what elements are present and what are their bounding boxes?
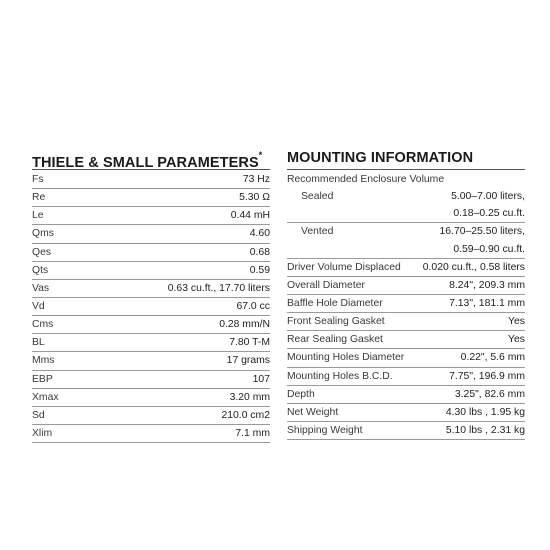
param-row-vd	[32, 298, 270, 316]
mounting-title: MOUNTING INFORMATION	[287, 150, 474, 166]
param-label: Mounting Holes B.C.D.	[287, 370, 393, 382]
param-value: 7.75", 196.9 mm	[449, 370, 525, 382]
param-row-shipping-weight	[287, 422, 525, 440]
param-row-depth	[287, 386, 525, 404]
param-value: 7.1 mm	[235, 428, 270, 440]
param-value: 4.60	[249, 228, 270, 240]
param-label: Driver Volume Displaced	[287, 261, 401, 273]
param-value: 0.44 mH	[230, 210, 270, 222]
param-label: Net Weight	[287, 406, 339, 418]
param-value: 7.13", 181.1 mm	[449, 298, 525, 310]
title-footnote-mark: *	[258, 150, 263, 160]
param-label: Qms	[32, 228, 54, 240]
param-label: Qes	[32, 246, 52, 258]
param-value: 210.0 cm2	[221, 409, 270, 421]
param-value: 8.24", 209.3 mm	[449, 279, 525, 291]
vented-cuft: 0.59–0.90 cu.ft.	[453, 243, 525, 255]
vented-row	[287, 223, 525, 240]
mounting-section	[287, 147, 525, 440]
param-value: 0.59	[249, 264, 270, 276]
mounting-rows	[287, 259, 525, 440]
param-label: Baffle Hole Diameter	[287, 298, 383, 310]
mounting-table	[287, 171, 525, 440]
param-label: Xmax	[32, 391, 59, 403]
param-row-bl	[32, 334, 270, 352]
param-row-vas	[32, 280, 270, 298]
param-label: Cms	[32, 319, 54, 331]
param-label: Re	[32, 192, 46, 204]
param-value: Yes	[508, 334, 525, 346]
param-row-xlim	[32, 425, 270, 443]
param-row-le	[32, 207, 270, 225]
param-row-cms	[32, 316, 270, 334]
param-value: 17 grams	[226, 355, 270, 367]
param-row-driver-volume-displaced	[287, 259, 525, 277]
param-value: 0.020 cu.ft., 0.58 liters	[422, 261, 525, 273]
param-row-xmax	[32, 389, 270, 407]
param-label: Sd	[32, 409, 45, 421]
param-label: BL	[32, 337, 45, 349]
param-value: 0.28 mm/N	[219, 319, 270, 331]
param-row-qts	[32, 262, 270, 280]
param-label: Front Sealing Gasket	[287, 316, 385, 328]
param-value: 107	[252, 373, 270, 385]
param-value: 0.63 cu.ft., 17.70 liters	[167, 282, 270, 294]
param-row-mounting-holes-diameter	[287, 349, 525, 367]
param-row-rear-sealing-gasket	[287, 331, 525, 349]
param-row-mounting-holes-b-c-d	[287, 368, 525, 386]
param-value: 67.0 cc	[236, 301, 270, 313]
param-row-mms	[32, 352, 270, 370]
param-row-ebp	[32, 371, 270, 389]
param-label: Rear Sealing Gasket	[287, 334, 383, 346]
vented-cuft-row	[287, 241, 525, 259]
param-label: Shipping Weight	[287, 425, 363, 437]
param-label: Vas	[32, 282, 50, 294]
sealed-liters: 5.00–7.00 liters,	[451, 191, 525, 203]
param-row-qes	[32, 244, 270, 262]
mounting-heading	[287, 147, 525, 170]
vented-liters: 16.70–25.50 liters,	[439, 226, 525, 238]
sealed-row	[287, 188, 525, 205]
thiele-small-table	[32, 171, 270, 443]
param-label: EBP	[32, 373, 53, 385]
sealed-label: Sealed	[301, 191, 334, 203]
param-value: Yes	[508, 316, 525, 328]
param-label: Xlim	[32, 428, 53, 440]
thiele-small-heading	[32, 147, 270, 170]
param-value: 73 Hz	[242, 174, 270, 186]
param-row-overall-diameter	[287, 277, 525, 295]
param-label: Mounting Holes Diameter	[287, 352, 405, 364]
param-label: Le	[32, 210, 44, 222]
thiele-small-title: THIELE & SMALL PARAMETERS	[32, 154, 259, 171]
param-value: 0.22", 5.6 mm	[460, 352, 525, 364]
param-row-re	[32, 189, 270, 207]
param-row-net-weight	[287, 404, 525, 422]
sealed-cuft: 0.18–0.25 cu.ft.	[453, 208, 525, 220]
param-label: Fs	[32, 174, 44, 186]
param-label: Vd	[32, 301, 45, 313]
param-row-sd	[32, 407, 270, 425]
param-value: 5.10 lbs , 2.31 kg	[445, 425, 525, 437]
param-row-front-sealing-gasket	[287, 313, 525, 331]
param-value: 0.68	[249, 246, 270, 258]
param-row-baffle-hole-diameter	[287, 295, 525, 313]
param-label: Qts	[32, 264, 49, 276]
param-value: 4.30 lbs , 1.95 kg	[445, 406, 525, 418]
param-label: Mms	[32, 355, 55, 367]
param-row-qms	[32, 225, 270, 243]
param-value: 3.20 mm	[229, 391, 270, 403]
thiele-small-section	[32, 147, 270, 443]
param-label: Overall Diameter	[287, 279, 365, 291]
param-row-fs	[32, 171, 270, 189]
vented-label: Vented	[301, 226, 334, 238]
sealed-cuft-row	[287, 205, 525, 223]
param-value: 3.25", 82.6 mm	[454, 388, 525, 400]
param-label: Depth	[287, 388, 315, 400]
param-value: 7.80 T-M	[229, 337, 270, 349]
enclosure-volume-row	[287, 171, 525, 188]
enclosure-volume-label: Recommended Enclosure Volume	[287, 174, 445, 186]
param-value: 5.30 Ω	[239, 192, 270, 204]
